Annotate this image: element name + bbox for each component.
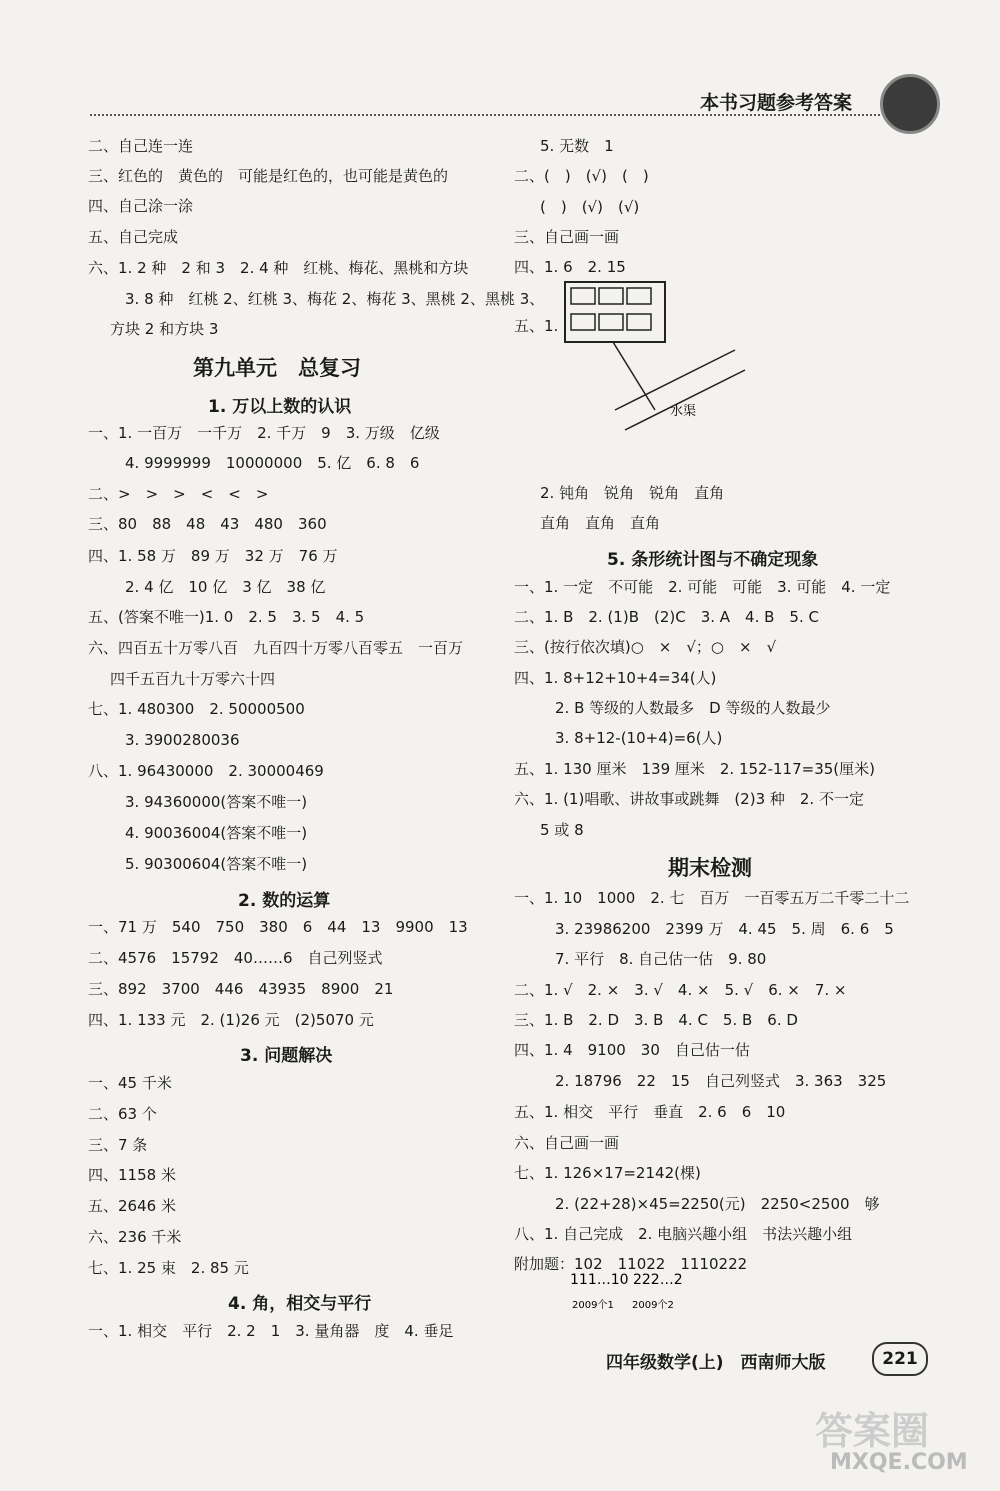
left-answer-line: 六、236 千米	[88, 1228, 182, 1246]
left-answer-line: 4. 角，相交与平行	[228, 1294, 372, 1314]
right-answer-line: 附加题：102 11022 1110222	[514, 1255, 748, 1273]
right-answer-line: 三、1. B 2. D 3. B 4. C 5. B 6. D	[514, 1011, 798, 1029]
left-answer-line: 5. 90300604(答案不唯一)	[110, 855, 308, 873]
left-answer-line: 五、2646 米	[88, 1197, 176, 1215]
left-answer-line: 一、71 万 540 750 380 6 44 13 9900 13	[88, 918, 468, 936]
left-answer-line: 方块 2 和方块 3	[110, 320, 219, 338]
right-answer-line: 三、(按行依次填)○ × √；○ × √	[514, 638, 777, 656]
left-answer-line: 一、1. 相交 平行 2. 2 1 3. 量角器 度 4. 垂足	[88, 1322, 454, 1340]
left-answer-line: 3. 8 种 红桃 2、红桃 3、梅花 2、梅花 3、黑桃 2、黑桃 3、	[110, 290, 545, 308]
right-answer-line: 六、1. (1)唱歌、讲故事或跳舞 (2)3 种 2. 不一定	[514, 790, 864, 808]
left-answer-line: 七、1. 25 束 2. 85 元	[88, 1259, 249, 1277]
right-answer-line: 四、1. 8+12+10+4=34(人)	[514, 669, 717, 687]
left-answer-line: 二、4576 15792 40……6 自己列竖式	[88, 949, 383, 967]
right-answer-line: 2. B 等级的人数最多 D 等级的人数最少	[540, 699, 831, 717]
right-answer-line: 四、1. 6 2. 15	[514, 258, 626, 276]
canal-bank-2	[615, 350, 735, 410]
right-answer-line: 5 或 8	[540, 821, 584, 839]
right-answer-line: ( ) (√) (√)	[540, 198, 640, 216]
page-header-title: 本书习题参考答案	[700, 92, 853, 114]
right-answer-line: 3. 8+12-(10+4)=6(人)	[540, 729, 723, 747]
left-answer-line: 3. 94360000(答案不唯一)	[110, 793, 308, 811]
right-answer-line: 二、1. B 2. (1)B (2)C 3. A 4. B 5. C	[514, 608, 819, 626]
right-answer-line: 五、1. 相交 平行 垂直 2. 6 6 10	[514, 1103, 786, 1121]
right-answer-line: 5. 无数 1	[540, 137, 614, 155]
canal-bank-1	[625, 370, 745, 430]
right-answer-line: 七、1. 126×17=2142(棵)	[514, 1164, 701, 1182]
left-answer-line: 三、7 条	[88, 1136, 148, 1154]
header-rule	[90, 114, 880, 116]
left-answer-line: 1. 万以上数的认识	[208, 397, 352, 417]
left-answer-line: 三、80 88 48 43 480 360	[88, 515, 327, 533]
left-answer-line: 六、1. 2 种 2 和 3 2. 4 种 红桃、梅花、黑桃和方块	[88, 259, 469, 277]
brace-label-1: 2009个1	[572, 1300, 614, 1311]
left-answer-line: 八、1. 96430000 2. 30000469	[88, 762, 324, 780]
left-answer-line: 4. 90036004(答案不唯一)	[110, 824, 308, 842]
right-answer-line: 八、1. 自己完成 2. 电脑兴趣小组 书法兴趣小组	[514, 1225, 853, 1243]
brace-formula: 111…10 222…2	[570, 1272, 683, 1288]
left-answer-line: 一、1. 一百万 一千万 2. 千万 9 3. 万级 亿级	[88, 424, 440, 442]
left-answer-line: 一、45 千米	[88, 1074, 172, 1092]
right-answer-line: 四、1. 4 9100 30 自己估一估	[514, 1041, 750, 1059]
left-answer-line: 二、63 个	[88, 1105, 157, 1123]
left-answer-line: 四千五百九十万零六十四	[110, 670, 276, 688]
right-answer-line: 三、自己画一画	[514, 228, 620, 246]
right-answer-line: 一、1. 10 1000 2. 七 百万 一百零五万二千零二十二	[514, 889, 910, 907]
left-answer-line: 3. 问题解决	[240, 1046, 333, 1066]
left-answer-line: 四、1158 米	[88, 1166, 176, 1184]
left-answer-line: 五、自己完成	[88, 228, 179, 246]
right-answer-line: 5. 条形统计图与不确定现象	[607, 550, 819, 570]
left-answer-line: 2. 4 亿 10 亿 3 亿 38 亿	[110, 578, 326, 596]
left-answer-line: 2. 数的运算	[238, 891, 331, 911]
footer-book-title: 四年级数学(上) 西南师大版	[606, 1353, 826, 1373]
watermark-text: 答案圈	[815, 1409, 930, 1453]
right-answer-line: 2. 钝角 锐角 锐角 直角	[540, 484, 725, 502]
left-answer-line: 四、自己涂一涂	[88, 197, 194, 215]
left-answer-line: 四、1. 58 万 89 万 32 万 76 万	[88, 547, 338, 565]
right-answer-line: 五、1. 130 厘米 139 厘米 2. 152-117=35(厘米)	[514, 760, 875, 778]
right-answer-line: 期末检测	[668, 856, 752, 880]
right-answer-line: 2. 18796 22 15 自己列竖式 3. 363 325	[540, 1072, 887, 1090]
left-answer-line: 第九单元 总复习	[193, 356, 361, 380]
left-answer-line: 六、四百五十万零八百 九百四十万零八百零五 一百万	[88, 639, 464, 657]
left-answer-line: 四、1. 133 元 2. (1)26 元 (2)5070 元	[88, 1011, 374, 1029]
left-answer-line: 3. 3900280036	[110, 731, 240, 749]
watermark-url: MXQE.COM	[830, 1450, 968, 1475]
right-answer-line: 一、1. 一定 不可能 2. 可能 可能 3. 可能 4. 一定	[514, 578, 891, 596]
book-logo-icon	[880, 74, 940, 134]
brace-figure	[568, 1268, 718, 1318]
left-answer-line: 三、红色的 黄色的 可能是红色的，也可能是黄色的	[88, 167, 449, 185]
left-answer-line: 五、(答案不唯一)1. 0 2. 5 3. 5 4. 5	[88, 608, 365, 626]
right-answer-line: 2. (22+28)×45=2250(元) 2250<2500 够	[540, 1195, 880, 1213]
right-answer-line: 六、自己画一画	[514, 1134, 620, 1152]
left-answer-line: 三、892 3700 446 43935 8900 21	[88, 980, 394, 998]
right-answer-line: 二、1. √ 2. × 3. √ 4. × 5. √ 6. × 7. ×	[514, 981, 847, 999]
canal-diagram	[555, 270, 755, 440]
right-answer-line: 二、( ) (√) ( )	[514, 167, 649, 185]
building-rect	[565, 282, 665, 342]
canal-label: 水渠	[670, 404, 697, 419]
right-answer-line: 3. 23986200 2399 万 4. 45 5. 周 6. 6 5	[540, 920, 894, 938]
brace-label-2: 2009个2	[632, 1300, 674, 1311]
right-answer-line: 五、1.	[514, 317, 559, 335]
right-answer-line: 直角 直角 直角	[540, 514, 661, 532]
left-answer-line: 二、自己连一连	[88, 137, 194, 155]
page-number: 221	[872, 1342, 928, 1376]
left-answer-line: 4. 9999999 10000000 5. 亿 6. 8 6	[110, 454, 420, 472]
left-answer-line: 二、> > > < < >	[88, 485, 269, 503]
left-answer-line: 七、1. 480300 2. 50000500	[88, 700, 305, 718]
right-answer-line: 7. 平行 8. 自己估一估 9. 80	[540, 950, 767, 968]
building-windows	[571, 288, 651, 330]
